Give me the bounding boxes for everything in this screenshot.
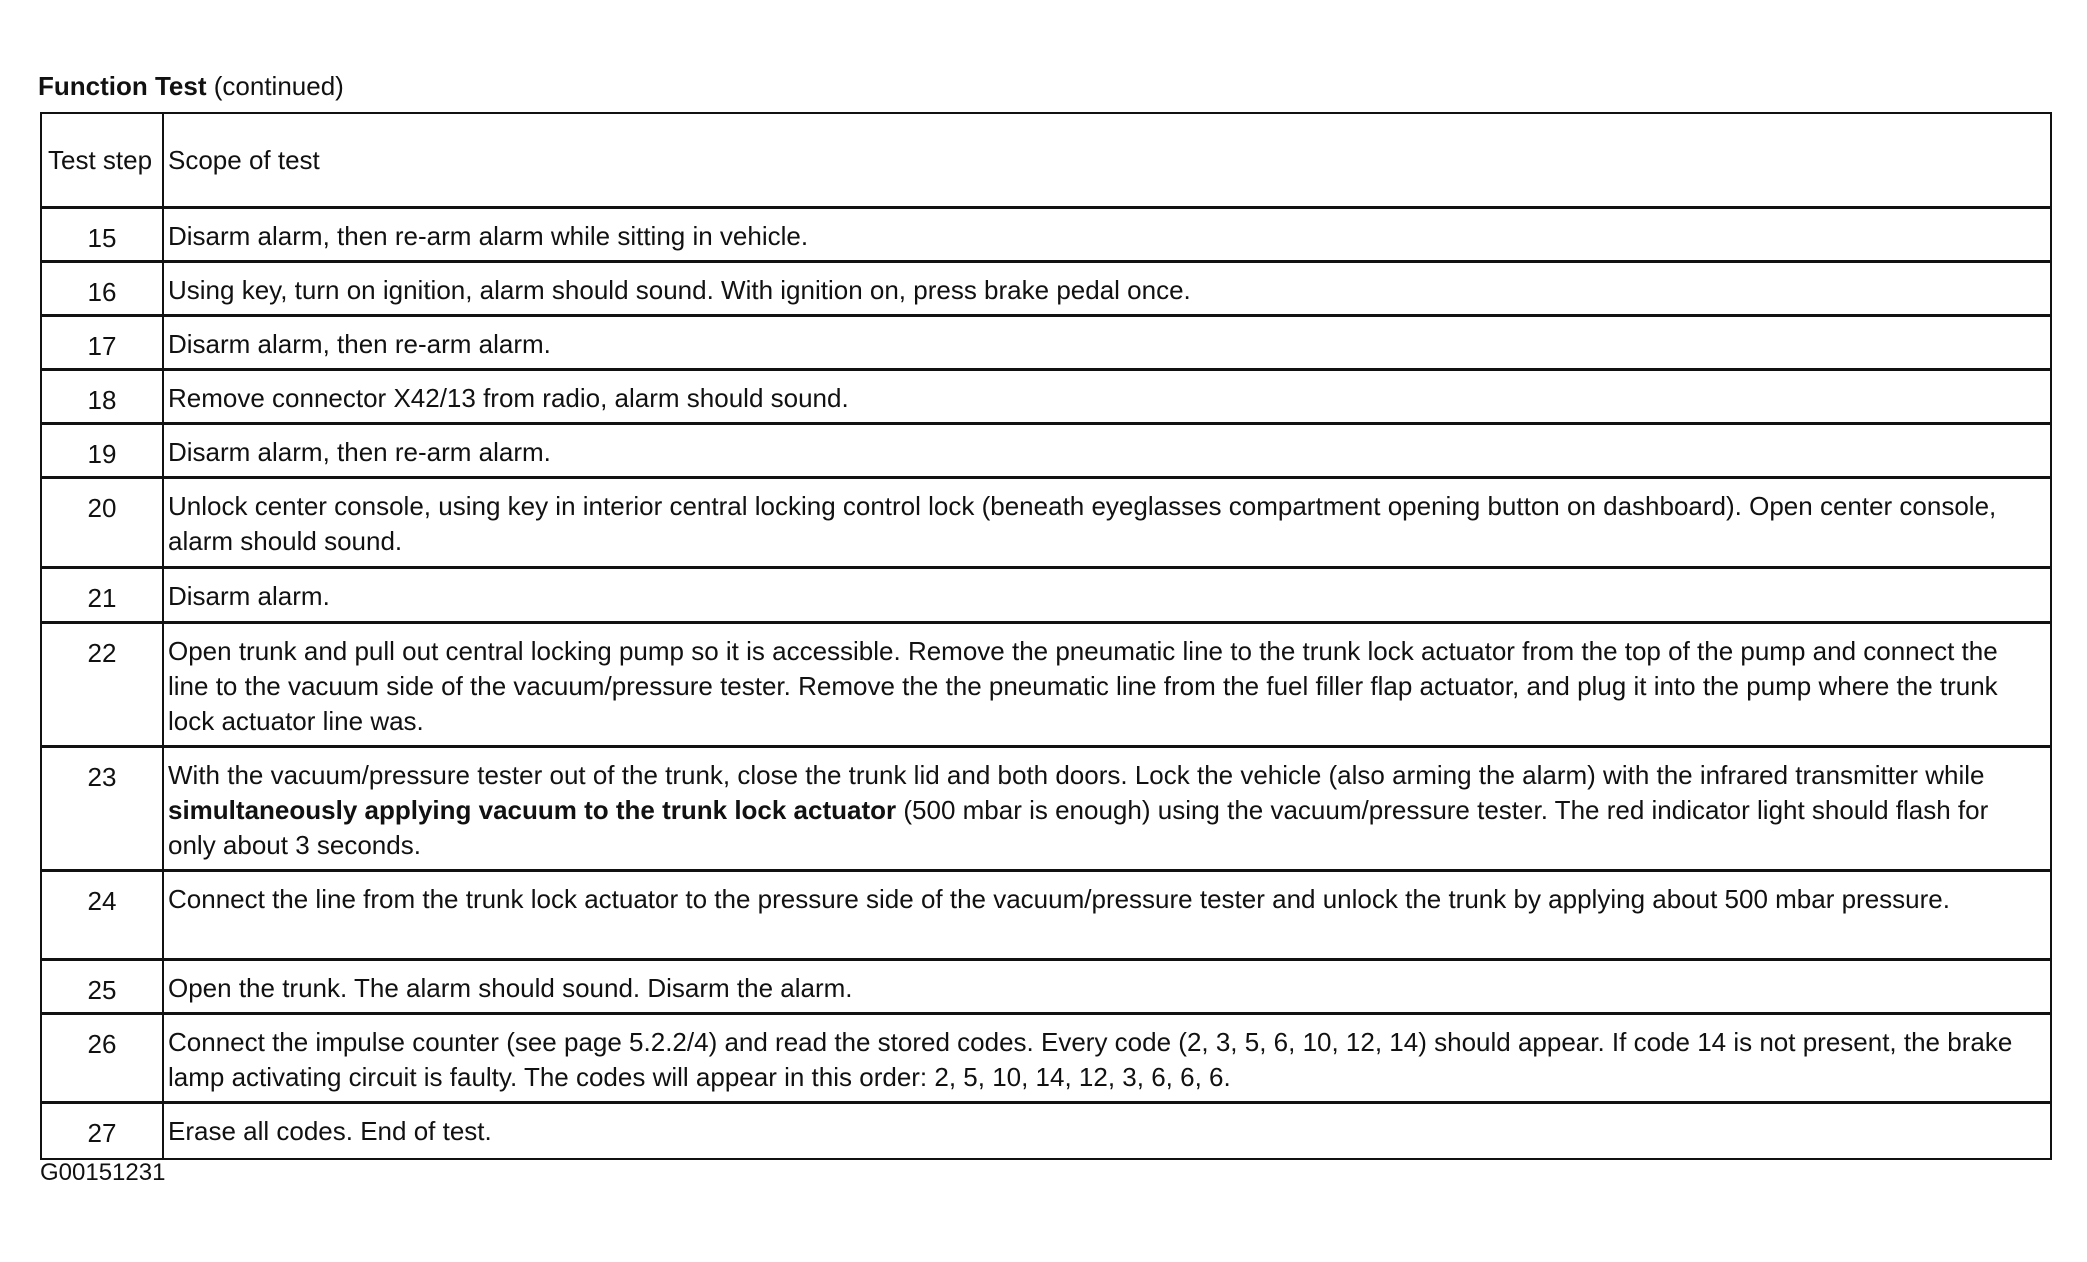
test-step-number: 22 bbox=[41, 623, 163, 747]
test-step-number: 21 bbox=[41, 568, 163, 623]
scope-text: Open trunk and pull out central locking pump so it is accessible. Remove the pneumatic line to the trunk lock actuator from the top of the pump and connect the line to the vacuum side of the vacuum/pressure tester. Remove the the pneumatic line from the fuel filler flap actuator, and plug it into the pump where the trunk lock actuator line was. bbox=[163, 623, 2051, 747]
heading-continued: (continued) bbox=[206, 71, 344, 101]
scope-text-emphasis: simultaneously applying vacuum to the trunk lock actuator bbox=[168, 795, 897, 825]
header-scope-of-test: Scope of test bbox=[163, 113, 2051, 208]
table-row bbox=[41, 316, 2051, 370]
heading-title: Function Test bbox=[38, 71, 207, 101]
scope-text: Connect the line from the trunk lock actuator to the pressure side of the vacuum/pressure tester and unlock the trunk by applying about 500 mbar pressure. bbox=[163, 871, 2051, 960]
scope-text-part: (500 mbar is enough) using the vacuum/pressure tester. The red indicator light should flash for only about 3 seconds. bbox=[168, 795, 1989, 860]
table-row bbox=[41, 871, 2051, 960]
scope-text: Connect the impulse counter (see page 5.2.2/4) and read the stored codes. Every code (2, 3, 5, 6, 10, 12, 14) should appear. If code 14 is not present, the brake lamp activating circuit is faulty. The codes will appear in this order: 2, 5, 10, 14, 12, 3, 6, 6, 6. bbox=[163, 1014, 2051, 1103]
test-step-number: 15 bbox=[41, 208, 163, 262]
test-step-number: 18 bbox=[41, 370, 163, 424]
scope-text: Disarm alarm. bbox=[163, 568, 2051, 623]
scope-text bbox=[163, 747, 2051, 871]
scope-text: Erase all codes. End of test. bbox=[163, 1103, 2051, 1159]
scope-text-part: With the vacuum/pressure tester out of the trunk, close the trunk lid and both doors. Lock the vehicle (also arming the alarm) with the infrared transmitter while bbox=[168, 760, 1985, 790]
scope-text: Using key, turn on ignition, alarm should sound. With ignition on, press brake pedal once. bbox=[163, 262, 2051, 316]
table-row bbox=[41, 262, 2051, 316]
table-row bbox=[41, 370, 2051, 424]
function-test-table bbox=[40, 112, 2052, 1160]
table-row bbox=[41, 1014, 2051, 1103]
scope-text: Remove connector X42/13 from radio, alarm should sound. bbox=[163, 370, 2051, 424]
table-header-row bbox=[41, 113, 2051, 208]
table-row bbox=[41, 1103, 2051, 1159]
scope-text: Disarm alarm, then re-arm alarm. bbox=[163, 424, 2051, 478]
table-row bbox=[41, 568, 2051, 623]
table-row bbox=[41, 623, 2051, 747]
table-row bbox=[41, 960, 2051, 1014]
scope-text: Unlock center console, using key in interior central locking control lock (beneath eyeglasses compartment opening button on dashboard). Open center console, alarm should sound. bbox=[163, 478, 2051, 568]
test-step-number: 19 bbox=[41, 424, 163, 478]
test-step-number: 16 bbox=[41, 262, 163, 316]
test-step-number: 27 bbox=[41, 1103, 163, 1159]
header-test-step: Test step bbox=[41, 113, 163, 208]
section-heading bbox=[38, 68, 344, 104]
table-row bbox=[41, 747, 2051, 871]
scope-text: Disarm alarm, then re-arm alarm while sitting in vehicle. bbox=[163, 208, 2051, 262]
table-row bbox=[41, 424, 2051, 478]
scope-text: Open the trunk. The alarm should sound. Disarm the alarm. bbox=[163, 960, 2051, 1014]
table-row bbox=[41, 478, 2051, 568]
scope-text: Disarm alarm, then re-arm alarm. bbox=[163, 316, 2051, 370]
table-row bbox=[41, 208, 2051, 262]
test-step-number: 17 bbox=[41, 316, 163, 370]
test-step-number: 24 bbox=[41, 871, 163, 960]
figure-code: G00151231 bbox=[40, 1159, 166, 1186]
test-step-number: 25 bbox=[41, 960, 163, 1014]
test-step-number: 20 bbox=[41, 478, 163, 568]
test-step-number: 26 bbox=[41, 1014, 163, 1103]
test-step-number: 23 bbox=[41, 747, 163, 871]
